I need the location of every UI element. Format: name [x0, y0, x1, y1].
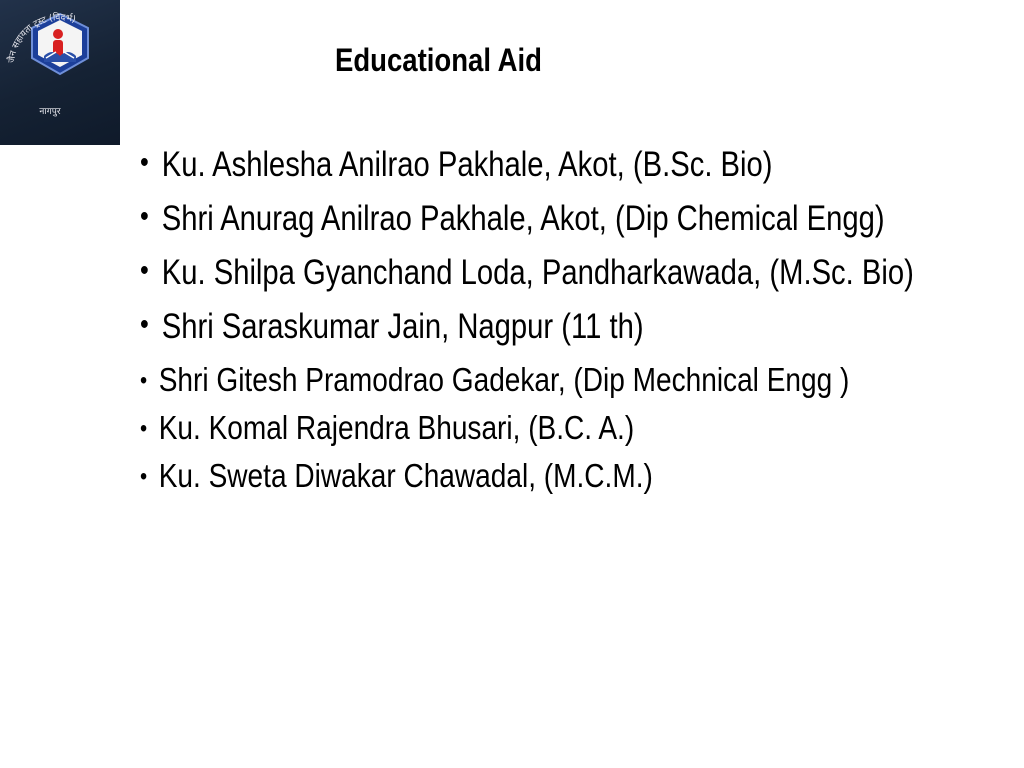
- list-item: [140, 457, 653, 499]
- list-item: [140, 253, 914, 295]
- svg-text:जैन सहायता ट्रस्ट (विदर्भ): जैन सहायता ट्रस्ट (विदर्भ): [7, 12, 77, 64]
- list-item: [140, 361, 849, 403]
- recipient-text: Ku. Sweta Diwakar Chawadal, (M.C.M.): [158, 457, 653, 494]
- bullet: •: [140, 463, 148, 490]
- list-item: [140, 409, 634, 451]
- recipient-text: Ku. Ashlesha Anilrao Pakhale, Akot, (B.Sc. Bio): [161, 145, 773, 184]
- recipient-text: Shri Saraskumar Jain, Nagpur (11 th): [161, 307, 644, 346]
- recipient-text: Ku. Komal Rajendra Bhusari, (B.C. A.): [158, 409, 635, 446]
- bullet: •: [140, 200, 149, 233]
- slide-title: Educational Aid: [335, 42, 542, 78]
- list-item: [140, 145, 773, 187]
- trust-logo: [0, 0, 120, 145]
- trust-emblem-icon: [0, 0, 120, 145]
- list-item: [140, 199, 885, 241]
- recipient-text: Shri Gitesh Pramodrao Gadekar, (Dip Mechnical Engg ): [158, 361, 850, 398]
- bullet: •: [140, 254, 149, 287]
- bullet: •: [140, 415, 148, 442]
- bullet: •: [140, 308, 149, 341]
- bullet: •: [140, 146, 149, 179]
- bullet: •: [140, 367, 148, 394]
- recipient-text: Ku. Shilpa Gyanchand Loda, Pandharkawada, (M.Sc. Bio): [161, 253, 914, 292]
- recipient-text: Shri Anurag Anilrao Pakhale, Akot, (Dip Chemical Engg): [161, 199, 885, 238]
- list-item: [140, 307, 644, 349]
- logo-caption: नागपुर: [39, 107, 61, 117]
